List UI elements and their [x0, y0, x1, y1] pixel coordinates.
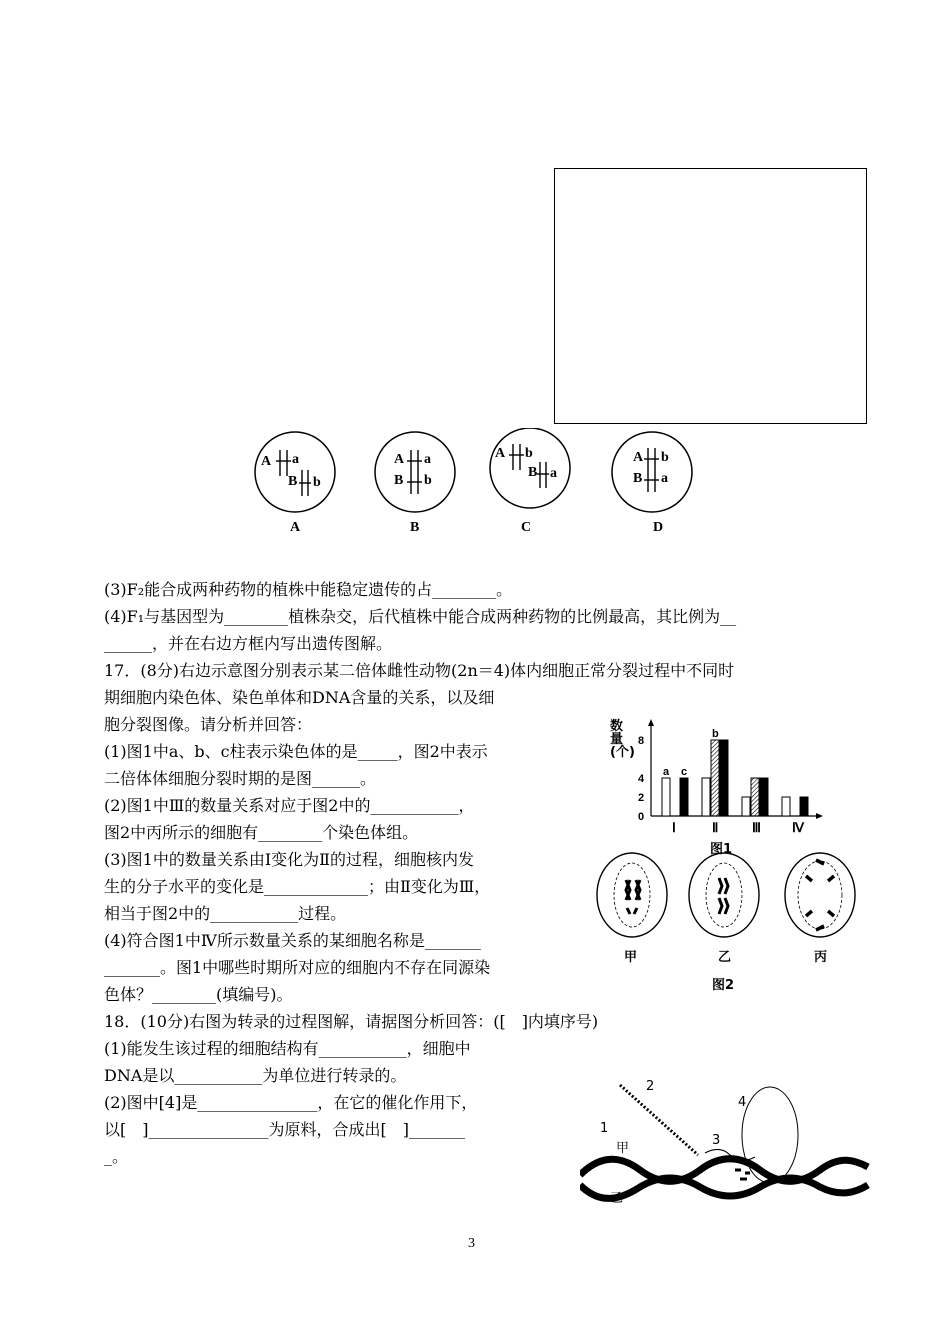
- bar-a-2: [702, 778, 710, 816]
- text-line: (3)图1中的数量关系由Ⅰ变化为Ⅱ的过程，细胞核内发: [104, 850, 475, 869]
- bar-c-2: [720, 740, 728, 816]
- text-line: 相当于图2中的___________过程。: [104, 904, 347, 923]
- bar-c-4: [800, 797, 808, 816]
- figure1-caption: 图1: [710, 842, 733, 857]
- text-line: (1)能发生该过程的细胞结构有___________，细胞中: [104, 1039, 471, 1058]
- category-label: Ⅳ: [792, 820, 804, 835]
- figure3-label-yi: 乙: [610, 1191, 624, 1206]
- text-line: (4)符合图1中Ⅳ所示数量关系的某细胞名称是_______: [104, 931, 481, 950]
- cell-a-gene-3: B: [288, 474, 298, 489]
- text-line: (1)图1中a、b、c柱表示染色体的是_____，图2中表示: [104, 742, 488, 761]
- text-line: 以[ ]_______________为原料，合成出[ ]_______: [104, 1120, 465, 1139]
- text-line: (4)F₁与基因型为________植株杂交，后代植株中能合成两种药物的比例最高，其比例为__: [104, 607, 737, 626]
- figure2-label-yi: 乙: [718, 950, 732, 965]
- bar-a-4: [782, 797, 790, 816]
- cell-d-gene-2: b: [661, 450, 669, 465]
- bar-a-1: [662, 778, 670, 816]
- y-tick-label: 8: [638, 735, 645, 747]
- cell-d-gene-4: a: [661, 471, 668, 486]
- series-label-a: a: [663, 766, 670, 778]
- bar-c-1: [680, 778, 688, 816]
- cell-a-label: A: [290, 520, 301, 535]
- text-line: 期细胞内染色体、染色单体和DNA含量的关系，以及细: [104, 688, 495, 707]
- figure3-label-2: 2: [646, 1079, 655, 1094]
- figure2-cells: [594, 850, 864, 960]
- figure2: [594, 850, 864, 993]
- cell-c-gene-1: A: [495, 446, 506, 461]
- cell-c-gene-3: B: [528, 465, 538, 480]
- series-label-b: b: [712, 728, 719, 740]
- text-line: 二倍体体细胞分裂时期的是图______。: [104, 769, 377, 788]
- text-line: 图2中丙所示的细胞有________个染色体组。: [104, 823, 419, 842]
- figure3: [580, 1075, 870, 1205]
- cell-a-gene-4: b: [313, 475, 321, 490]
- cell-d-gene-1: A: [633, 450, 644, 465]
- text-line: 胞分裂图像。请分析并回答：: [104, 715, 313, 734]
- y-tick-label: 0: [638, 811, 645, 823]
- text-line: _。: [104, 1147, 129, 1166]
- series-label-c: c: [681, 766, 688, 778]
- category-label: Ⅲ: [752, 820, 761, 835]
- text-line: _______。图1中哪些时期所对应的细胞内不存在同源染: [104, 958, 491, 977]
- cell-a-gene-2: a: [292, 452, 299, 467]
- y-tick-label: 2: [638, 792, 645, 804]
- bar-a-3: [742, 797, 750, 816]
- text-line: DNA是以___________为单位进行转录的。: [104, 1066, 407, 1085]
- cell-b-label: B: [410, 520, 420, 535]
- cell-a-gene-1: A: [261, 454, 272, 469]
- page-number: 3: [468, 1236, 475, 1251]
- text-line: 生的分子水平的变化是_____________；由Ⅱ变化为Ⅲ，: [104, 877, 491, 896]
- cell-b-gene-2: a: [424, 452, 431, 467]
- figure3-label-jia: 甲: [616, 1141, 630, 1156]
- text-line: (2)图1中Ⅲ的数量关系对应于图2中的___________，: [104, 796, 475, 815]
- cell-b-gene-1: A: [394, 452, 405, 467]
- cell-diagram-row: [250, 428, 710, 543]
- cell-d-gene-3: B: [633, 471, 643, 486]
- figure1: [610, 718, 830, 860]
- cell-b-gene-3: B: [394, 473, 404, 488]
- y-tick-label: 4: [638, 773, 645, 785]
- text-line: (2)图中[4]是_______________，在它的催化作用下，: [104, 1093, 478, 1112]
- figure2-label-jia: 甲: [624, 950, 638, 965]
- figure2-caption: 图2: [712, 978, 735, 993]
- bar-b-3: [751, 778, 759, 816]
- cell-c-gene-2: b: [525, 446, 533, 461]
- answer-box: [554, 168, 867, 424]
- cell-c-gene-4: a: [550, 466, 557, 481]
- text-line: ______，并在右边方框内写出遗传图解。: [104, 634, 393, 653]
- figure3-label-4: 4: [738, 1095, 747, 1110]
- text-line: 17．(8分)右边示意图分别表示某二倍体雌性动物(2n＝4)体内细胞正常分裂过程中不同时: [104, 661, 735, 680]
- bar-b-2: [711, 740, 719, 816]
- category-label: Ⅱ: [712, 820, 719, 835]
- text-line: 色体？________(填编号)。: [104, 985, 293, 1004]
- figure3-label-3: 3: [712, 1133, 721, 1148]
- cell-c-label: C: [521, 520, 532, 535]
- cell-b-gene-4: b: [424, 473, 432, 488]
- category-label: Ⅰ: [672, 820, 676, 835]
- figure1-ylabel: 数量(个): [610, 719, 635, 760]
- figure3-label-1: 1: [600, 1121, 609, 1136]
- bar-c-3: [760, 778, 768, 816]
- cell-d-label: D: [653, 520, 664, 535]
- text-line: (3)F₂能合成两种药物的植株中能稳定遗传的占________。: [104, 580, 513, 599]
- figure2-label-bing: 丙: [814, 950, 828, 965]
- text-line: 18．(10分)右图为转录的过程图解，请据图分析回答：([ ]内填序号): [104, 1012, 599, 1031]
